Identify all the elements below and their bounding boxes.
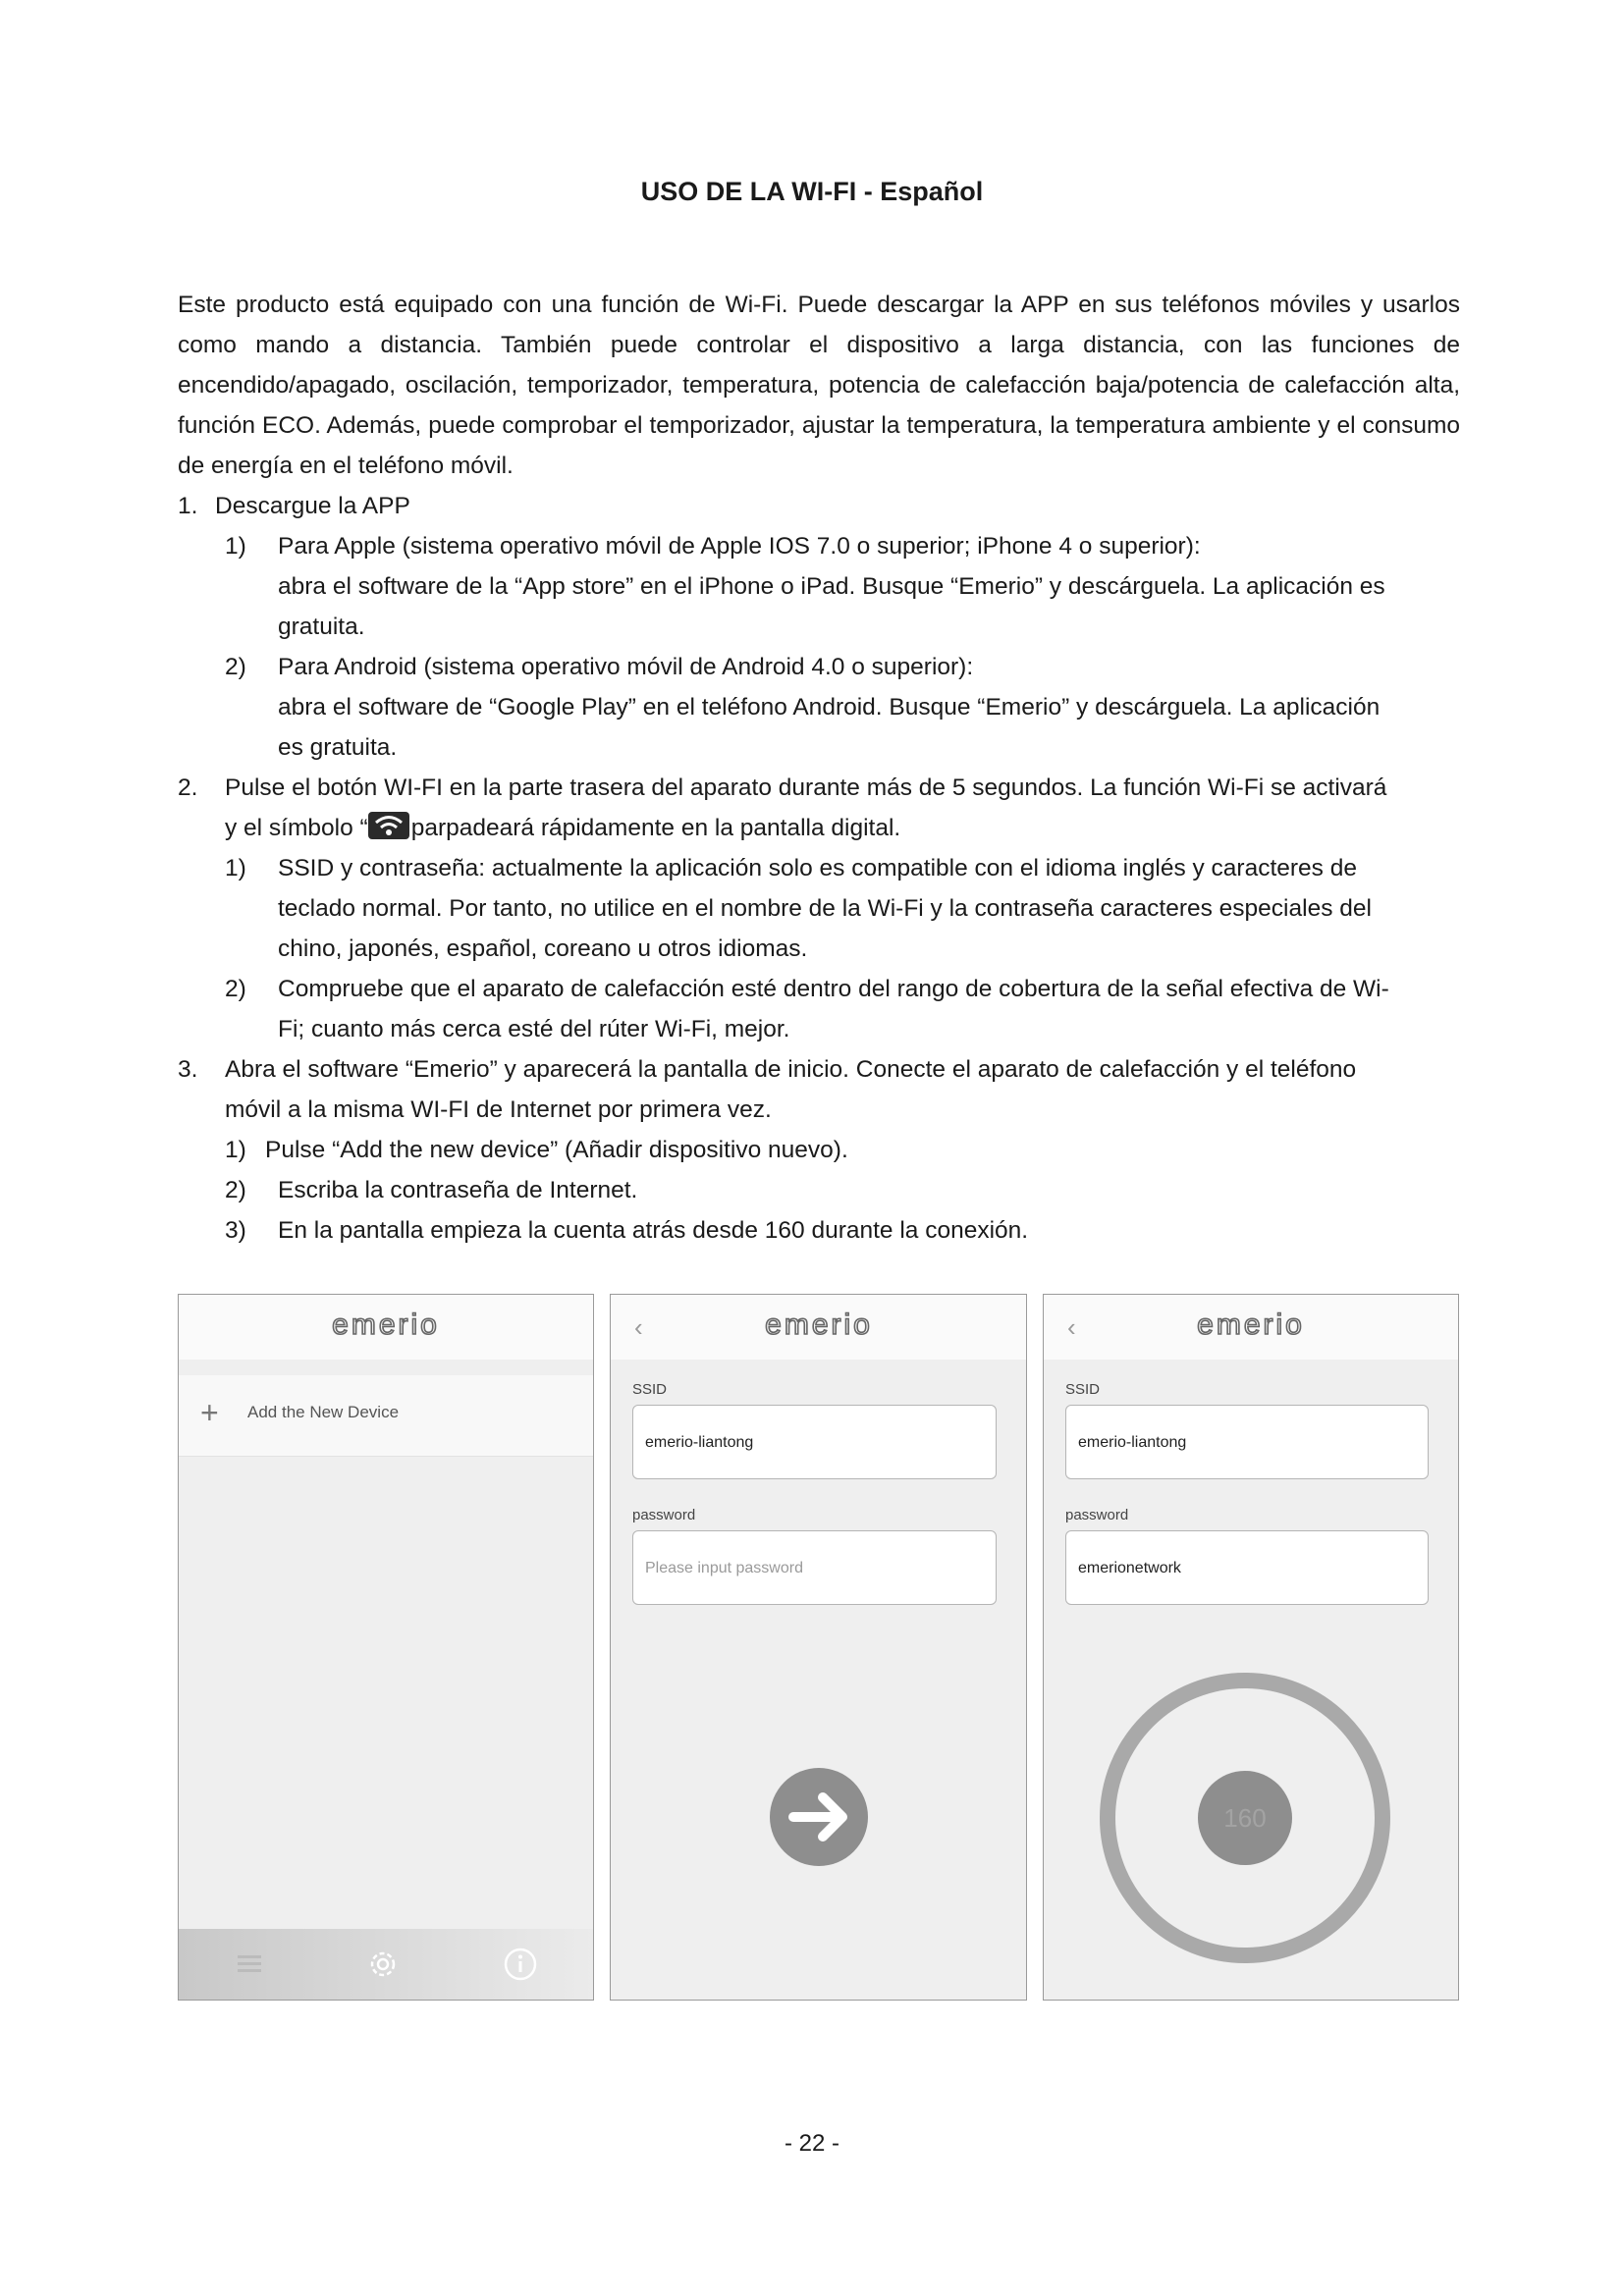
section-1-item-2-line-2: abra el software de “Google Play” en el teléfono Android. Busque “Emerio” y descárguela. La aplicación bbox=[278, 694, 1380, 721]
section-3-item-3-number: 3) bbox=[225, 1217, 246, 1244]
app-screen-home bbox=[178, 1294, 594, 2001]
add-device-label: Add the New Device bbox=[247, 1403, 400, 1421]
section-1-item-2-number: 2) bbox=[225, 654, 246, 680]
svg-text:emerio: emerio bbox=[332, 1308, 440, 1340]
section-1-item-2-line-3: es gratuita. bbox=[278, 734, 398, 761]
svg-text:emerio: emerio bbox=[1197, 1308, 1305, 1340]
app-screen-wifi-setup bbox=[610, 1294, 1027, 2001]
section-2-item-2-line-1: Compruebe que el aparato de calefacción esté dentro del rango de cobertura de la señal efectiva de Wi- bbox=[278, 976, 1389, 1002]
section-2-line-2 bbox=[225, 808, 900, 848]
section-2-line-2-end: parpadeará rápidamente en la pantalla digital. bbox=[410, 815, 901, 841]
intro-paragraph: Este producto está equipado con una función de Wi-Fi. Puede descargar la APP en sus teléfonos móviles y usarlos como mando a distancia. También puede controlar el dispositivo a larga distancia, con las funciones de encendido/apagado, oscilación, temporizador, temperatura, potencia de calefacción baja/potencia de calefacción alta, función ECO. Además, puede comprobar el temporizador, ajustar la temperatura, la temperatura ambiente y el consumo de energía en el teléfono móvil. bbox=[178, 292, 1460, 479]
section-3-item-2-number: 2) bbox=[225, 1177, 246, 1203]
back-chevron-icon[interactable]: ‹ bbox=[1067, 1312, 1076, 1342]
section-1-number: 1. bbox=[178, 493, 198, 519]
app-header bbox=[179, 1295, 593, 1360]
section-2-item-1-line-3: chino, japonés, español, coreano u otros idiomas. bbox=[278, 935, 808, 962]
section-2-item-2-line-2: Fi; cuanto más cerca esté del rúter Wi-Fi, mejor. bbox=[278, 1016, 790, 1042]
app-screen-connecting bbox=[1043, 1294, 1459, 2001]
password-input[interactable]: emerionetwork bbox=[1065, 1530, 1429, 1605]
section-2-item-1-line-2: teclado normal. Por tanto, no utilice en el nombre de la Wi-Fi y la contraseña caracteres especiales del bbox=[278, 895, 1372, 922]
section-3-number: 3. bbox=[178, 1056, 198, 1083]
menu-icon[interactable] bbox=[236, 1950, 263, 1978]
next-arrow-button[interactable] bbox=[768, 1766, 870, 1868]
countdown-value: 160 bbox=[1223, 1803, 1267, 1833]
app-header bbox=[1044, 1295, 1458, 1360]
section-1-item-2-line-1: Para Android (sistema operativo móvil de Android 4.0 o superior): bbox=[278, 654, 974, 680]
info-icon[interactable] bbox=[503, 1947, 538, 1982]
section-2-item-2-number: 2) bbox=[225, 976, 246, 1002]
section-2-line-1: Pulse el botón WI-FI en la parte trasera del aparato durante más de 5 segundos. La función Wi-Fi se activará bbox=[225, 774, 1387, 801]
back-chevron-icon[interactable]: ‹ bbox=[634, 1312, 643, 1342]
section-1-item-1-line-3: gratuita. bbox=[278, 614, 365, 640]
ssid-input[interactable]: emerio-liantong bbox=[632, 1405, 997, 1479]
bottom-navigation bbox=[179, 1929, 593, 2000]
plus-icon: + bbox=[200, 1395, 219, 1430]
section-1-item-1-line-1: Para Apple (sistema operativo móvil de Apple IOS 7.0 o superior; iPhone 4 o superior): bbox=[278, 533, 1201, 560]
page-number: - 22 - bbox=[784, 2130, 839, 2157]
section-3-item-3-text: En la pantalla empieza la cuenta atrás desde 160 durante la conexión. bbox=[278, 1217, 1029, 1244]
section-1-item-1-number: 1) bbox=[225, 533, 246, 560]
section-3-item-1-text: Pulse “Add the new device” (Añadir dispositivo nuevo). bbox=[265, 1137, 848, 1163]
svg-text:emerio: emerio bbox=[764, 1308, 873, 1340]
emerio-logo-icon bbox=[302, 1308, 469, 1340]
ssid-label: SSID bbox=[1065, 1381, 1101, 1398]
password-input[interactable]: Please input password bbox=[632, 1530, 997, 1605]
section-2-item-1-number: 1) bbox=[225, 855, 246, 881]
page-title: USO DE LA WI-FI - Español bbox=[640, 177, 984, 206]
section-2-line-2-start: y el símbolo “ bbox=[225, 815, 368, 841]
emerio-logo-icon bbox=[735, 1308, 902, 1340]
password-label: password bbox=[632, 1507, 696, 1523]
app-header bbox=[611, 1295, 1026, 1360]
emerio-logo-icon bbox=[1167, 1308, 1334, 1340]
add-device-row[interactable] bbox=[179, 1375, 593, 1457]
section-3-line-2: móvil a la misma WI-FI de Internet por primera vez. bbox=[225, 1096, 772, 1123]
ssid-input[interactable]: emerio-liantong bbox=[1065, 1405, 1429, 1479]
ssid-label: SSID bbox=[632, 1381, 668, 1398]
section-1-item-1-line-2: abra el software de la “App store” en el iPhone o iPad. Busque “Emerio” y descárguela. La aplicación es bbox=[278, 573, 1385, 600]
countdown-ring bbox=[1093, 1666, 1397, 1970]
section-2-number: 2. bbox=[178, 774, 198, 801]
section-3-line-1: Abra el software “Emerio” y aparecerá la pantalla de inicio. Conecte el aparato de calefacción y el teléfono bbox=[225, 1056, 1357, 1083]
section-2-item-1-line-1: SSID y contraseña: actualmente la aplicación solo es compatible con el idioma inglés y caracteres de bbox=[278, 855, 1357, 881]
gear-icon[interactable] bbox=[365, 1947, 401, 1982]
wifi-symbol-icon bbox=[368, 812, 409, 839]
section-3-item-2-text: Escriba la contraseña de Internet. bbox=[278, 1177, 638, 1203]
section-3-item-1-number: 1) bbox=[225, 1137, 246, 1163]
password-label: password bbox=[1065, 1507, 1129, 1523]
section-1-heading: Descargue la APP bbox=[215, 493, 410, 519]
